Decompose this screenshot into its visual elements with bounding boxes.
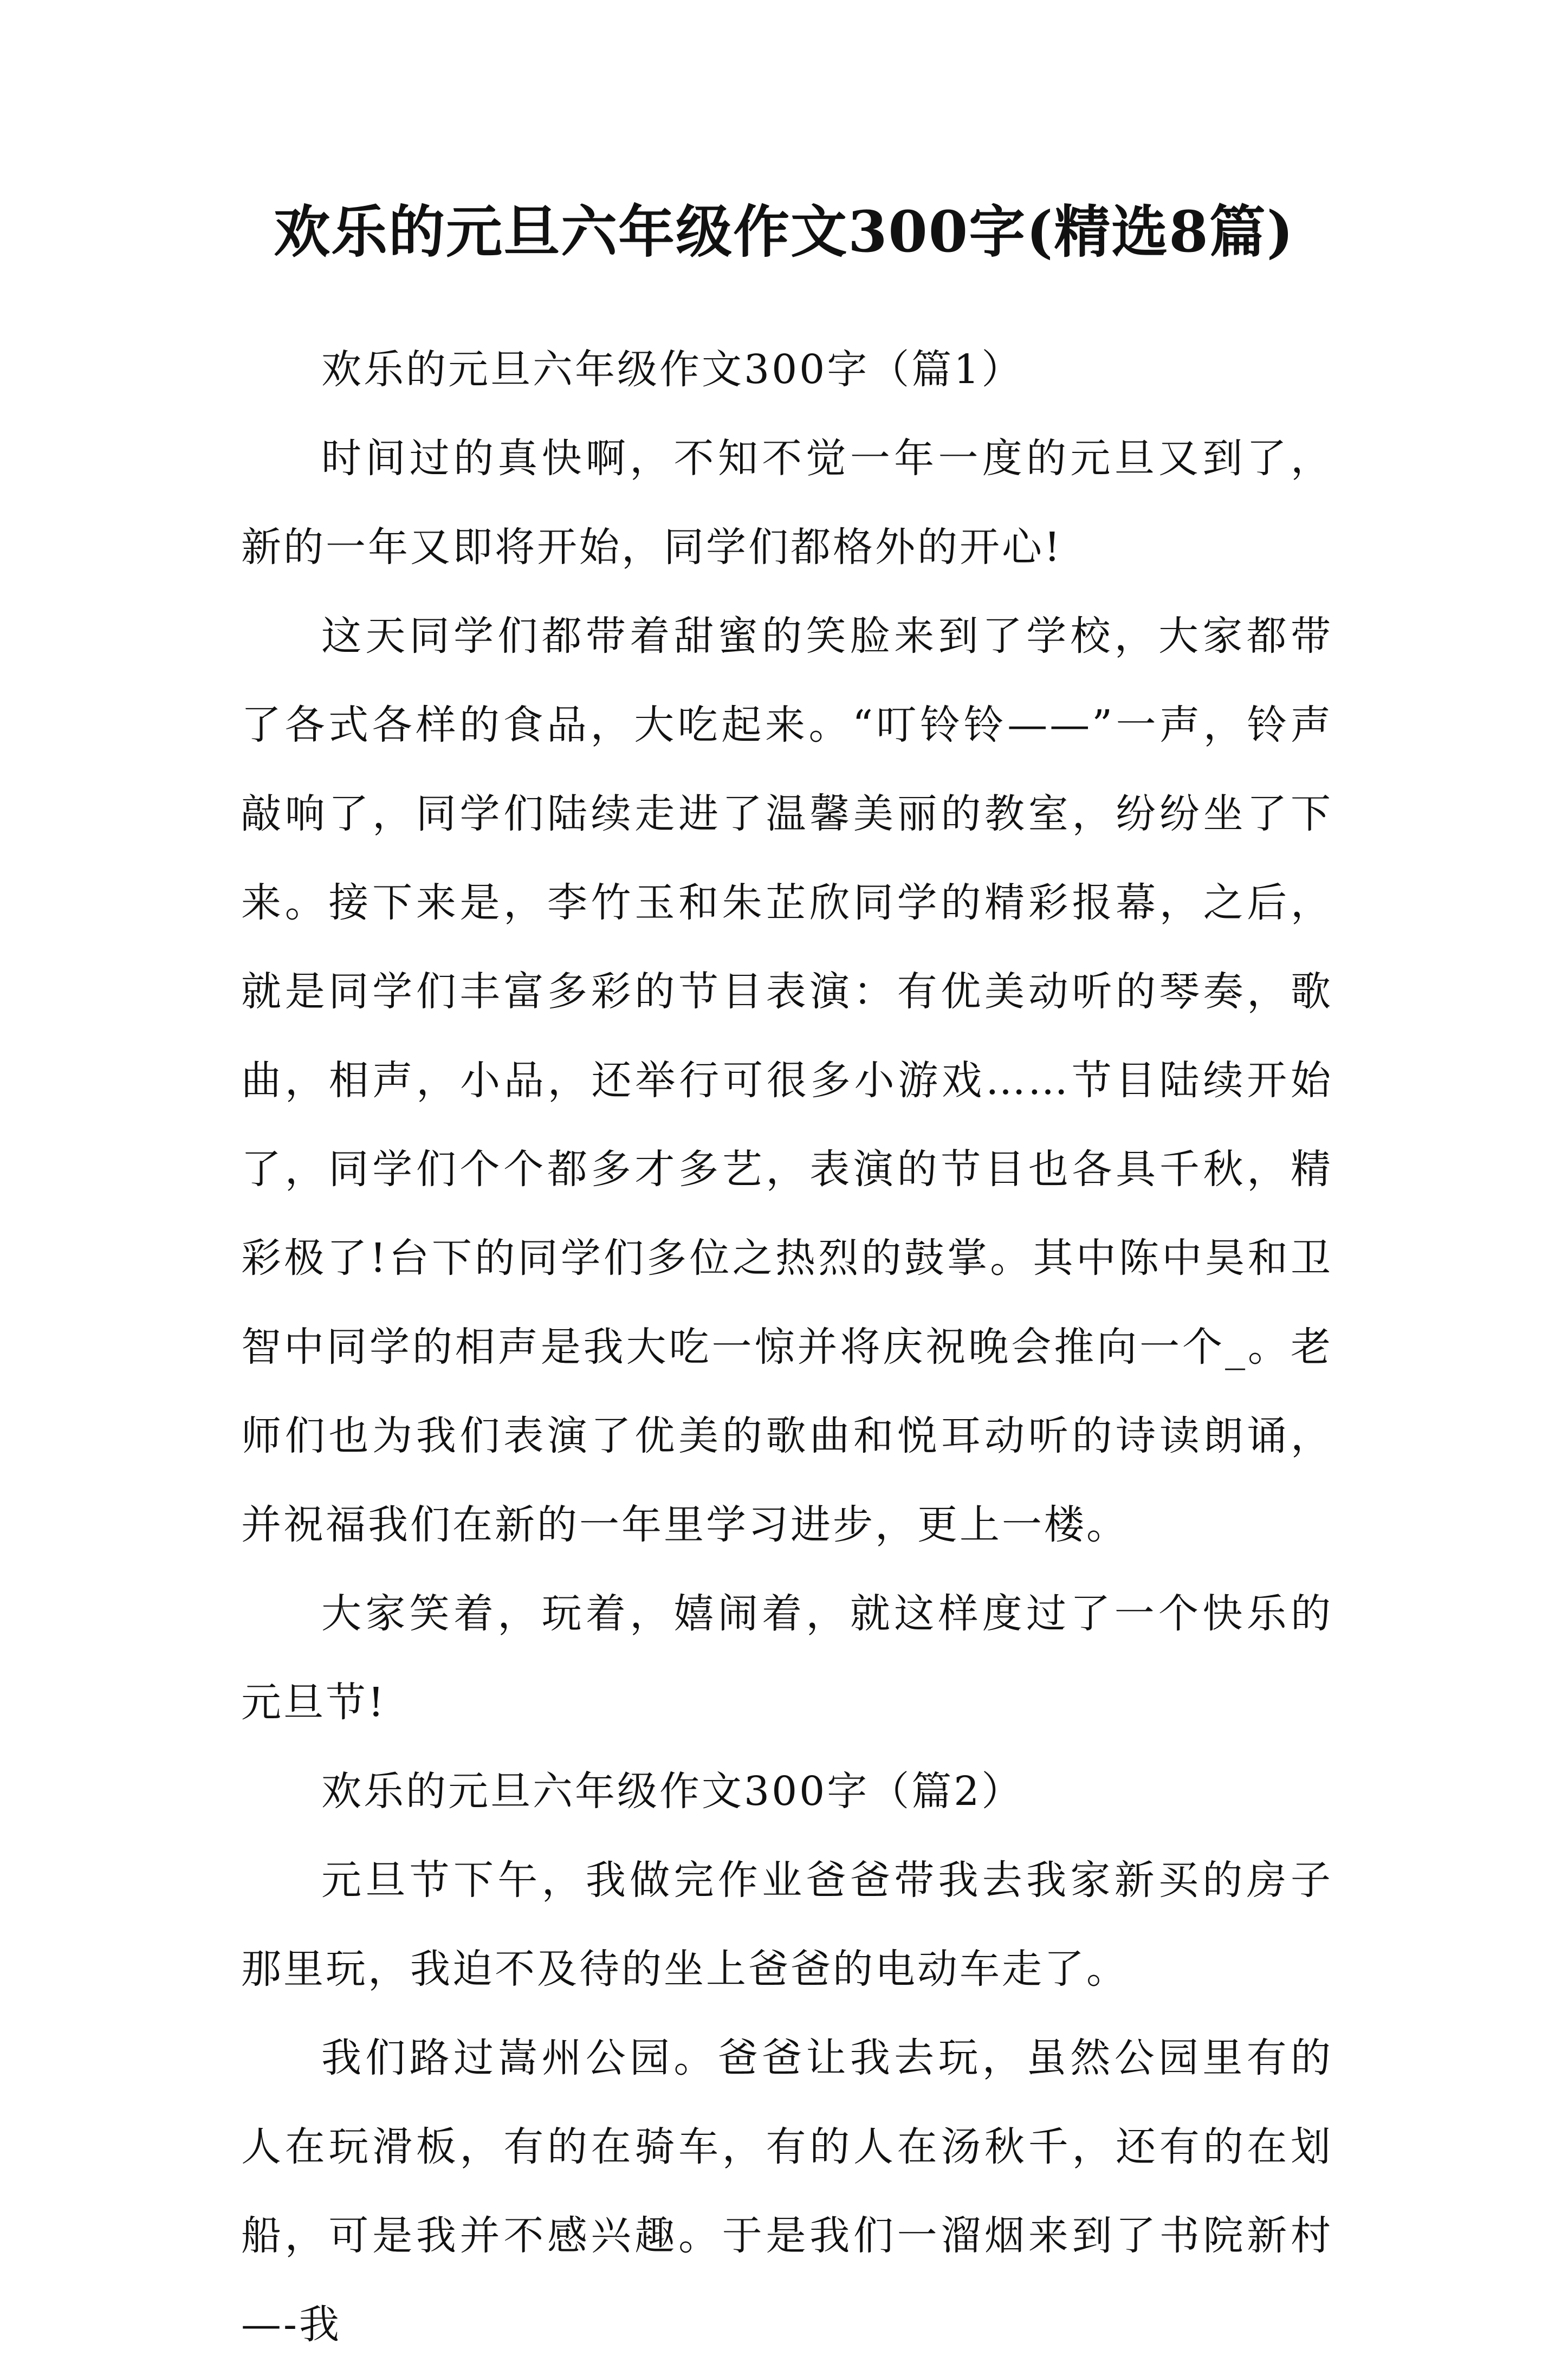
section-heading-2: 欢乐的元旦六年级作文300字（篇2）: [321, 1768, 1024, 1815]
paragraph: 大家笑着，玩着，嬉闹着，就这样度过了一个快乐的元旦节!: [241, 1590, 1333, 1726]
section-heading-1: 欢乐的元旦六年级作文300字（篇1）: [321, 346, 1024, 393]
document-title: 欢乐的元旦六年级作文300字(精选8篇): [274, 198, 1294, 265]
paragraph: 我们路过嵩州公园。爸爸让我去玩，虽然公园里有的人在玩滑板，有的在骑车，有的人在汤秋千，还有的在划船，可是我并不感兴趣。于是我们一溜烟来到了书院新村—-我: [241, 2035, 1333, 2348]
document-body: [241, 325, 1333, 2369]
paragraph: 这天同学们都带着甜蜜的笑脸来到了学校，大家都带了各式各样的食品，大吃起来。“叮铃铃——”一声，铃声敲响了，同学们陆续走进了温馨美丽的教室，纷纷坐了下来。接下来是，李竹玉和朱芷欣同学的精彩报幕，之后，就是同学们丰富多彩的节目表演：有优美动听的琴奏，歌曲，相声，小品，还举行可很多小游戏……节目陆续开始了，同学们个个都多才多艺，表演的节目也各具千秋，精彩极了!台下的同学们多位之热烈的鼓掌。其中陈中昊和卫智中同学的相声是我大吃一惊并将庆祝晚会推向一个_。老师们也为我们表演了优美的歌曲和悦耳动听的诗读朗诵，并祝福我们在新的一年里学习进步，更上一楼。: [241, 613, 1333, 1548]
paragraph: 元旦节下午，我做完作业爸爸带我去我家新买的房子那里玩，我迫不及待的坐上爸爸的电动车走了。: [241, 1857, 1333, 1992]
paragraph: 时间过的真快啊，不知不觉一年一度的元旦又到了，新的一年又即将开始，同学们都格外的开心!: [241, 435, 1333, 571]
